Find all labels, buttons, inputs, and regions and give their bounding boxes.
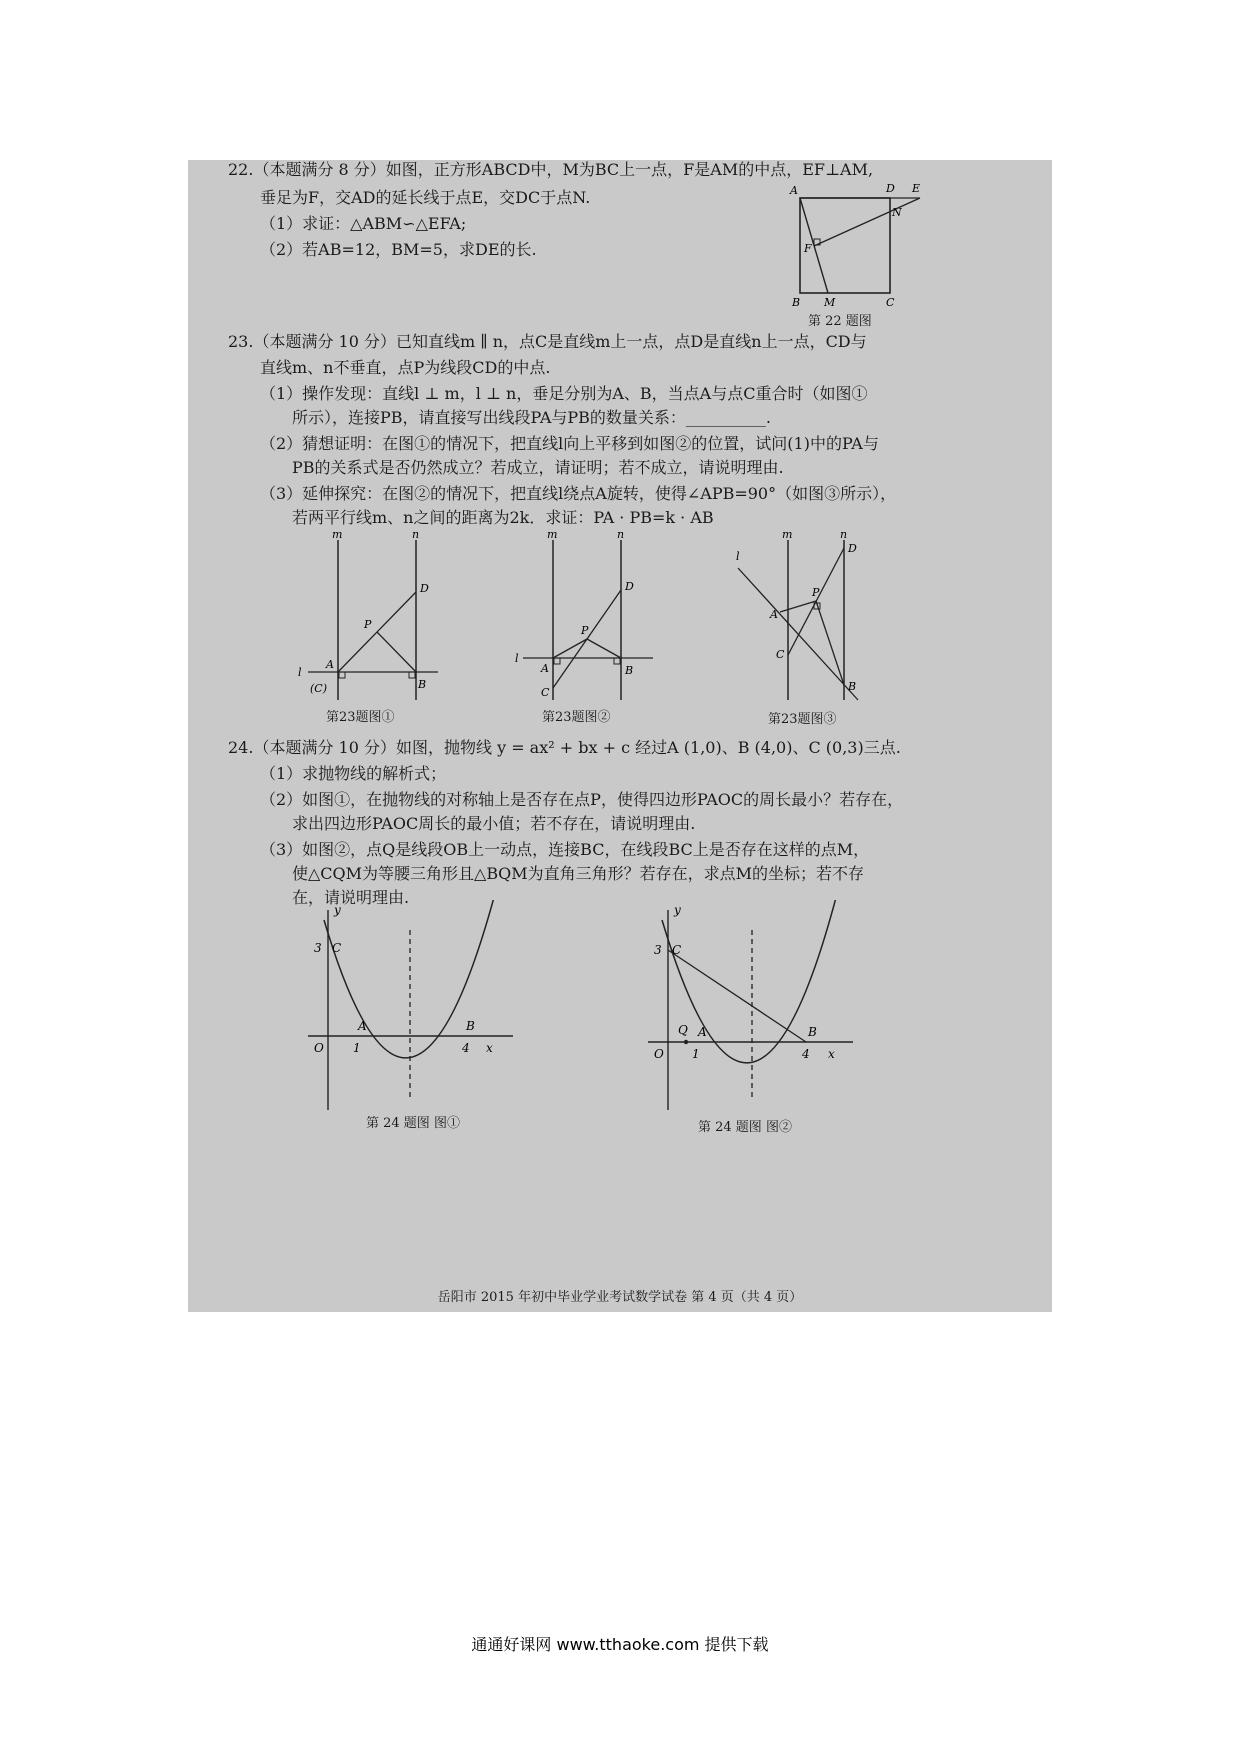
label-n: N bbox=[892, 206, 902, 219]
label-c: C bbox=[776, 648, 785, 661]
q24-line1: 24.（本题满分 10 分）如图，抛物线 y = ax² + bx + c 经过A (1,0)、B (4,0)、C (0,3)三点. bbox=[228, 738, 901, 757]
label-b: B bbox=[625, 664, 634, 677]
label-m: m bbox=[547, 530, 558, 541]
q24-figure-2 bbox=[638, 900, 868, 1120]
label-b: B bbox=[418, 678, 427, 691]
label-b: B bbox=[792, 296, 801, 309]
q24-part2b: 求出四边形PAOC周长的最小值；若不存在，请说明理由. bbox=[292, 814, 696, 833]
label-l: l bbox=[736, 550, 740, 563]
label-c: C bbox=[886, 296, 895, 309]
label-o: O bbox=[654, 1047, 664, 1061]
label-d: D bbox=[886, 182, 895, 195]
q23-part1b: 所示），连接PB，请直接写出线段PA与PB的数量关系：__________. bbox=[292, 408, 771, 427]
q23-part2a: （2）猜想证明：在图①的情况下，把直线l向上平移到如图②的位置，试问(1)中的PA与 bbox=[260, 434, 879, 453]
label-p: P bbox=[812, 586, 820, 599]
label-m: m bbox=[332, 530, 343, 541]
segment-pb bbox=[377, 632, 416, 672]
segment-pb bbox=[587, 639, 621, 658]
q23-line2: 直线m、n不垂直，点P为线段CD的中点. bbox=[260, 358, 551, 377]
label-x: x bbox=[486, 1041, 493, 1055]
label-n: n bbox=[412, 530, 420, 541]
label-a: A bbox=[358, 1019, 367, 1033]
point-q bbox=[684, 1040, 688, 1044]
label-b: B bbox=[466, 1019, 475, 1033]
tick-3: 3 bbox=[314, 941, 322, 955]
q24-part2a: （2）如图①，在抛物线的对称轴上是否存在点P，使得四边形PAOC的周长最小？若存在， bbox=[260, 790, 904, 809]
segment-pa bbox=[553, 639, 587, 658]
q22-line1: 22.（本题满分 8 分）如图，正方形ABCD中，M为BC上一点，F是AM的中点，EF⊥AM, bbox=[228, 160, 874, 179]
q24-caption-1: 第 24 题图 图① bbox=[366, 1116, 460, 1131]
label-a: A bbox=[326, 658, 334, 671]
q24-part1: （1）求抛物线的解析式； bbox=[260, 764, 447, 783]
label-c: C bbox=[541, 686, 550, 699]
q24-caption-2: 第 24 题图 图② bbox=[698, 1120, 792, 1135]
label-d: D bbox=[420, 582, 429, 595]
label-m: M bbox=[824, 296, 836, 309]
label-b: B bbox=[808, 1025, 817, 1039]
label-c: C bbox=[672, 943, 682, 957]
label-x: x bbox=[828, 1047, 835, 1061]
label-n: n bbox=[617, 530, 625, 541]
label-p: P bbox=[581, 624, 589, 637]
q23-caption-1: 第23题图① bbox=[326, 710, 395, 725]
scanned-exam-page bbox=[188, 160, 1052, 1312]
label-l: l bbox=[298, 666, 302, 679]
label-f: F bbox=[804, 242, 812, 255]
q22-caption: 第 22 题图 bbox=[808, 314, 872, 329]
q23-figure-2 bbox=[503, 530, 673, 710]
q22-part2: （2）若AB=12，BM=5，求DE的长. bbox=[260, 240, 537, 259]
label-d: D bbox=[848, 542, 857, 555]
label-o: O bbox=[314, 1041, 324, 1055]
q23-part3a: （3）延伸探究：在图②的情况下，把直线l绕点A旋转，使得∠APB=90°（如图③所示）， bbox=[260, 484, 897, 503]
label-a: A bbox=[698, 1025, 707, 1039]
q23-part3b: 若两平行线m、n之间的距离为2k．求证：PA · PB=k · AB bbox=[292, 508, 714, 527]
tick-3: 3 bbox=[654, 943, 662, 957]
download-footer: 通通好课网 www.tthaoke.com 提供下载 bbox=[471, 1635, 769, 1654]
q23-caption-3: 第23题图③ bbox=[768, 712, 837, 727]
label-a: A bbox=[770, 608, 778, 621]
q22-line2: 垂足为F，交AD的延长线于点E，交DC于点N. bbox=[260, 188, 591, 207]
right-angle-mark bbox=[614, 658, 620, 664]
label-n: n bbox=[840, 530, 848, 541]
q24-part3c: 在，请说明理由. bbox=[292, 888, 410, 907]
tick-1: 1 bbox=[353, 1041, 361, 1055]
right-angle-mark bbox=[554, 658, 560, 664]
q24-figure-1 bbox=[298, 900, 528, 1120]
label-c-paren: (C) bbox=[310, 682, 327, 695]
exam-footer: 岳阳市 2015 年初中毕业学业考试数学试卷 第 4 页（共 4 页） bbox=[437, 1290, 803, 1305]
label-y: y bbox=[674, 903, 681, 917]
line-l bbox=[738, 568, 858, 700]
label-c: C bbox=[332, 941, 342, 955]
label-q: Q bbox=[678, 1023, 688, 1037]
q23-caption-2: 第23题图② bbox=[542, 710, 611, 725]
right-angle-mark bbox=[339, 672, 345, 678]
label-a: A bbox=[541, 662, 549, 675]
q23-part2b: PB的关系式是否仍然成立？若成立，请证明；若不成立，请说明理由. bbox=[292, 458, 784, 477]
q23-figure-3 bbox=[718, 530, 898, 710]
label-m: m bbox=[782, 530, 793, 541]
segment-pa bbox=[780, 601, 816, 612]
q23-line1: 23.（本题满分 10 分）已知直线m ∥ n，点C是直线m上一点，点D是直线n上一点，CD与 bbox=[228, 332, 867, 351]
q23-figure-1 bbox=[288, 530, 458, 710]
segment-ef bbox=[814, 198, 920, 246]
label-d: D bbox=[625, 580, 634, 593]
q22-figure bbox=[788, 180, 968, 310]
tick-1: 1 bbox=[692, 1047, 700, 1061]
segment-pb bbox=[816, 601, 844, 685]
label-a: A bbox=[790, 184, 798, 197]
q24-part3a: （3）如图②，点Q是线段OB上一动点，连接BC，在线段BC上是否存在这样的点M， bbox=[260, 840, 870, 859]
label-b: B bbox=[848, 680, 857, 693]
right-angle-mark bbox=[409, 672, 415, 678]
q24-part3b: 使△CQM为等腰三角形且△BQM为直角三角形？若存在，求点M的坐标；若不存 bbox=[292, 864, 864, 883]
label-y: y bbox=[334, 903, 341, 917]
tick-4: 4 bbox=[802, 1047, 810, 1061]
q23-part1a: （1）操作发现：直线l ⊥ m，l ⊥ n，垂足分别为A、B，当点A与点C重合时（如图① bbox=[260, 384, 868, 403]
label-e: E bbox=[912, 182, 921, 195]
label-l: l bbox=[515, 652, 519, 665]
q22-part1: （1）求证：△ABM∽△EFA; bbox=[260, 214, 467, 233]
tick-4: 4 bbox=[462, 1041, 470, 1055]
label-p: P bbox=[364, 618, 372, 631]
